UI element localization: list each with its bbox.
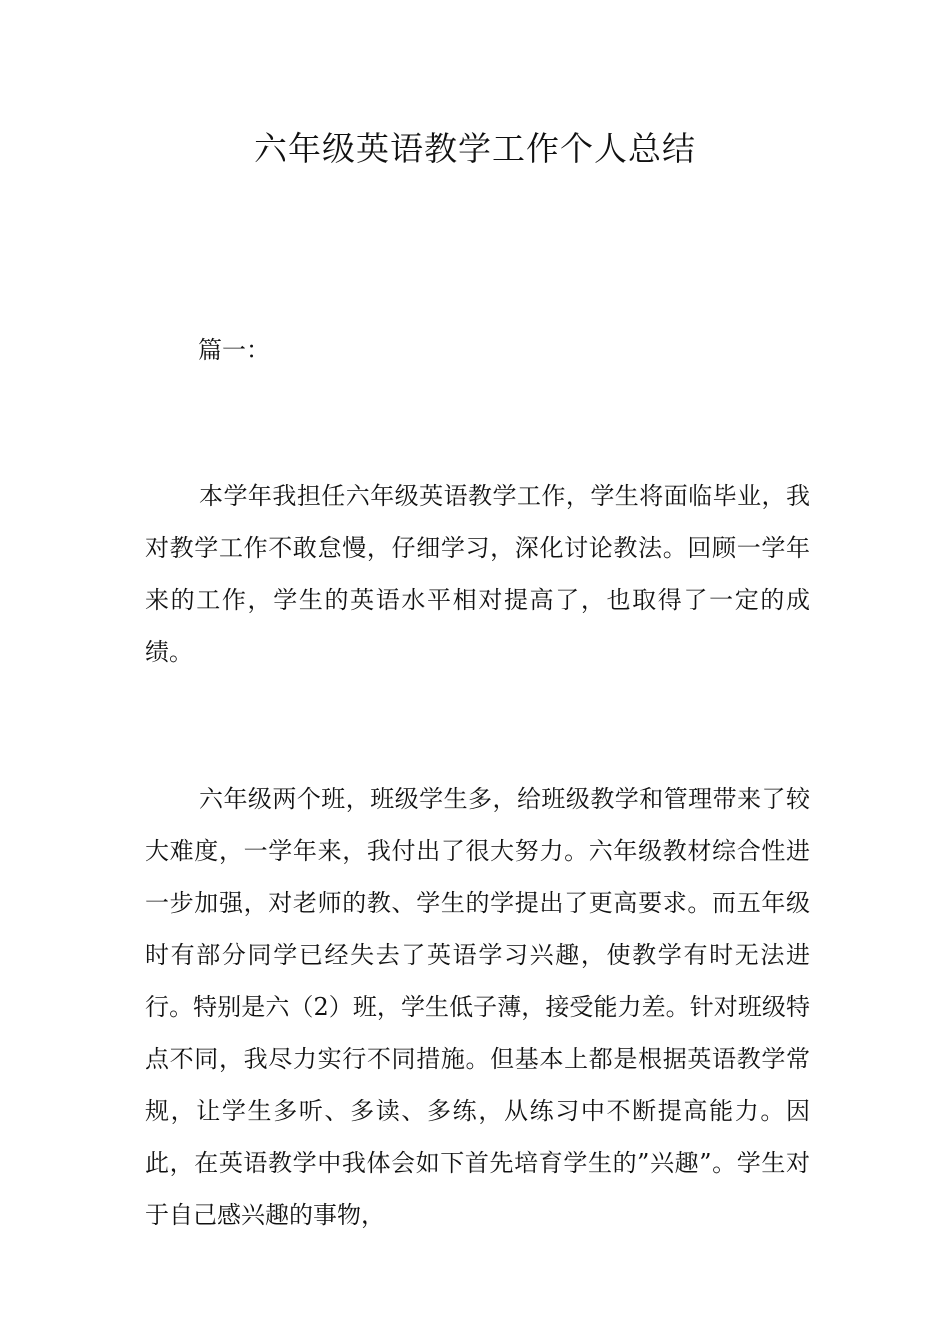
paragraph: 本学年我担任六年级英语教学工作，学生将面临毕业，我对教学工作不敢怠慢，仔细学习，深化讨论教法。回顾一学年来的工作，学生的英语水平相对提高了，也取得了一定的成绩。 — [145, 482, 810, 666]
paragraph: 六年级两个班，班级学生多，给班级教学和管理带来了较大难度，一学年来，我付出了很大努力。六年级教材综合性进一步加强，对老师的教、学生的学提出了更高要求。而五年级时有部分同学已经失去了英语学习兴趣，使教学有时无法进行。特别是六（2）班，学生低子薄，接受能力差。针对班级特点不同，我尽力实行不同措施。但基本上都是根据英语教学常规，让学生多听、多读、多练，从练习中不断提高能力。因此，在英语教学中我体会如下首先培育学生的”兴趣”。学生对于自己感兴趣的事物， — [145, 785, 810, 1229]
document-title: 六年级英语教学工作个人总结 — [254, 129, 696, 168]
section-label: 篇一： — [198, 336, 270, 364]
